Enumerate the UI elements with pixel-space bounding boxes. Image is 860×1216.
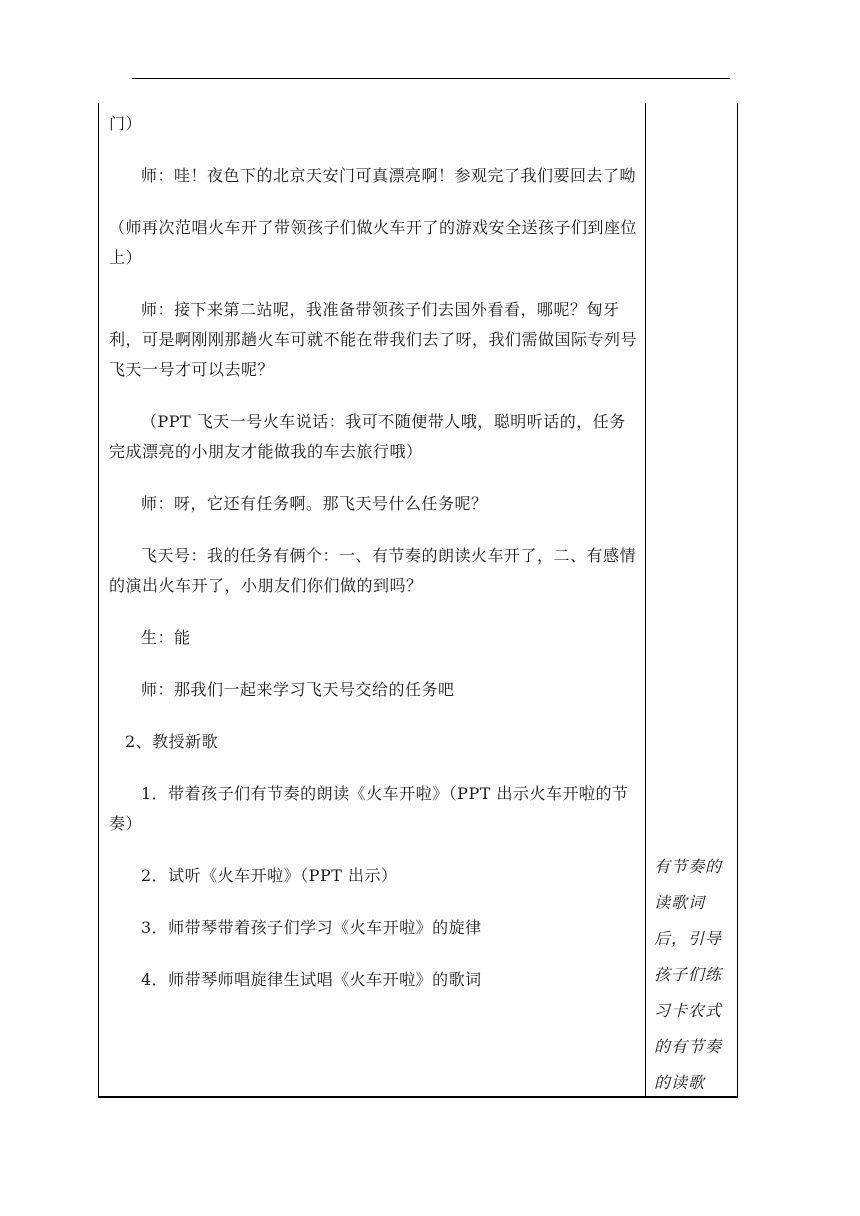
lesson-content-column [109, 109, 639, 1017]
paragraph: 师：接下来第二站呢，我准备带领孩子们去国外看看，哪呢？匈牙利，可是啊刚刚那趟火车可就不能在带我们去了呀，我们需做国际专列号飞天一号才可以去呢？ [109, 300, 638, 379]
design-intent-note: 有节奏的读歌词后，引导孩子们练习卡农式的有节奏的读歌 [654, 857, 723, 1092]
paragraph: 1．带着孩子们有节奏的朗读《火车开啦》（PPT 出示火车开啦的节奏） [109, 784, 629, 833]
paragraph: （PPT 飞天一号火车说话：我可不随便带人哦，聪明听话的，任务完成漂亮的小朋友才能做我的车去旅行哦） [109, 412, 626, 461]
paragraph: 3．师带琴带着孩子们学习《火车开啦》的旋律 [141, 918, 482, 937]
paragraph: 师：呀，它还有任务啊。那飞天号什么任务呢？ [141, 494, 488, 513]
lesson-table [98, 103, 738, 1098]
paragraph: 门） [109, 114, 143, 133]
paragraph: 师：哇！夜色下的北京天安门可真漂亮啊！参观完了我们要回去了呦 [141, 166, 637, 185]
paragraph: 师：那我们一起来学习飞天号交给的任务吧 [141, 680, 455, 699]
column-divider [645, 103, 646, 1096]
paragraph: 生：能 [141, 628, 191, 647]
paragraph: （师再次范唱火车开了带领孩子们做火车开了的游戏安全送孩子们到座位上） [109, 218, 638, 267]
paragraph: 2．试听《火车开啦》（PPT 出示） [141, 866, 398, 885]
section-heading: 2、教授新歌 [125, 732, 219, 751]
paragraph: 飞天号：我的任务有俩个：一、有节奏的朗读火车开了，二、有感情的演出火车开了，小朋友们你们做的到吗？ [109, 546, 637, 595]
paragraph: 4．师带琴师唱旋律生试唱《火车开啦》的歌词 [141, 970, 482, 989]
header-rule [132, 78, 730, 79]
